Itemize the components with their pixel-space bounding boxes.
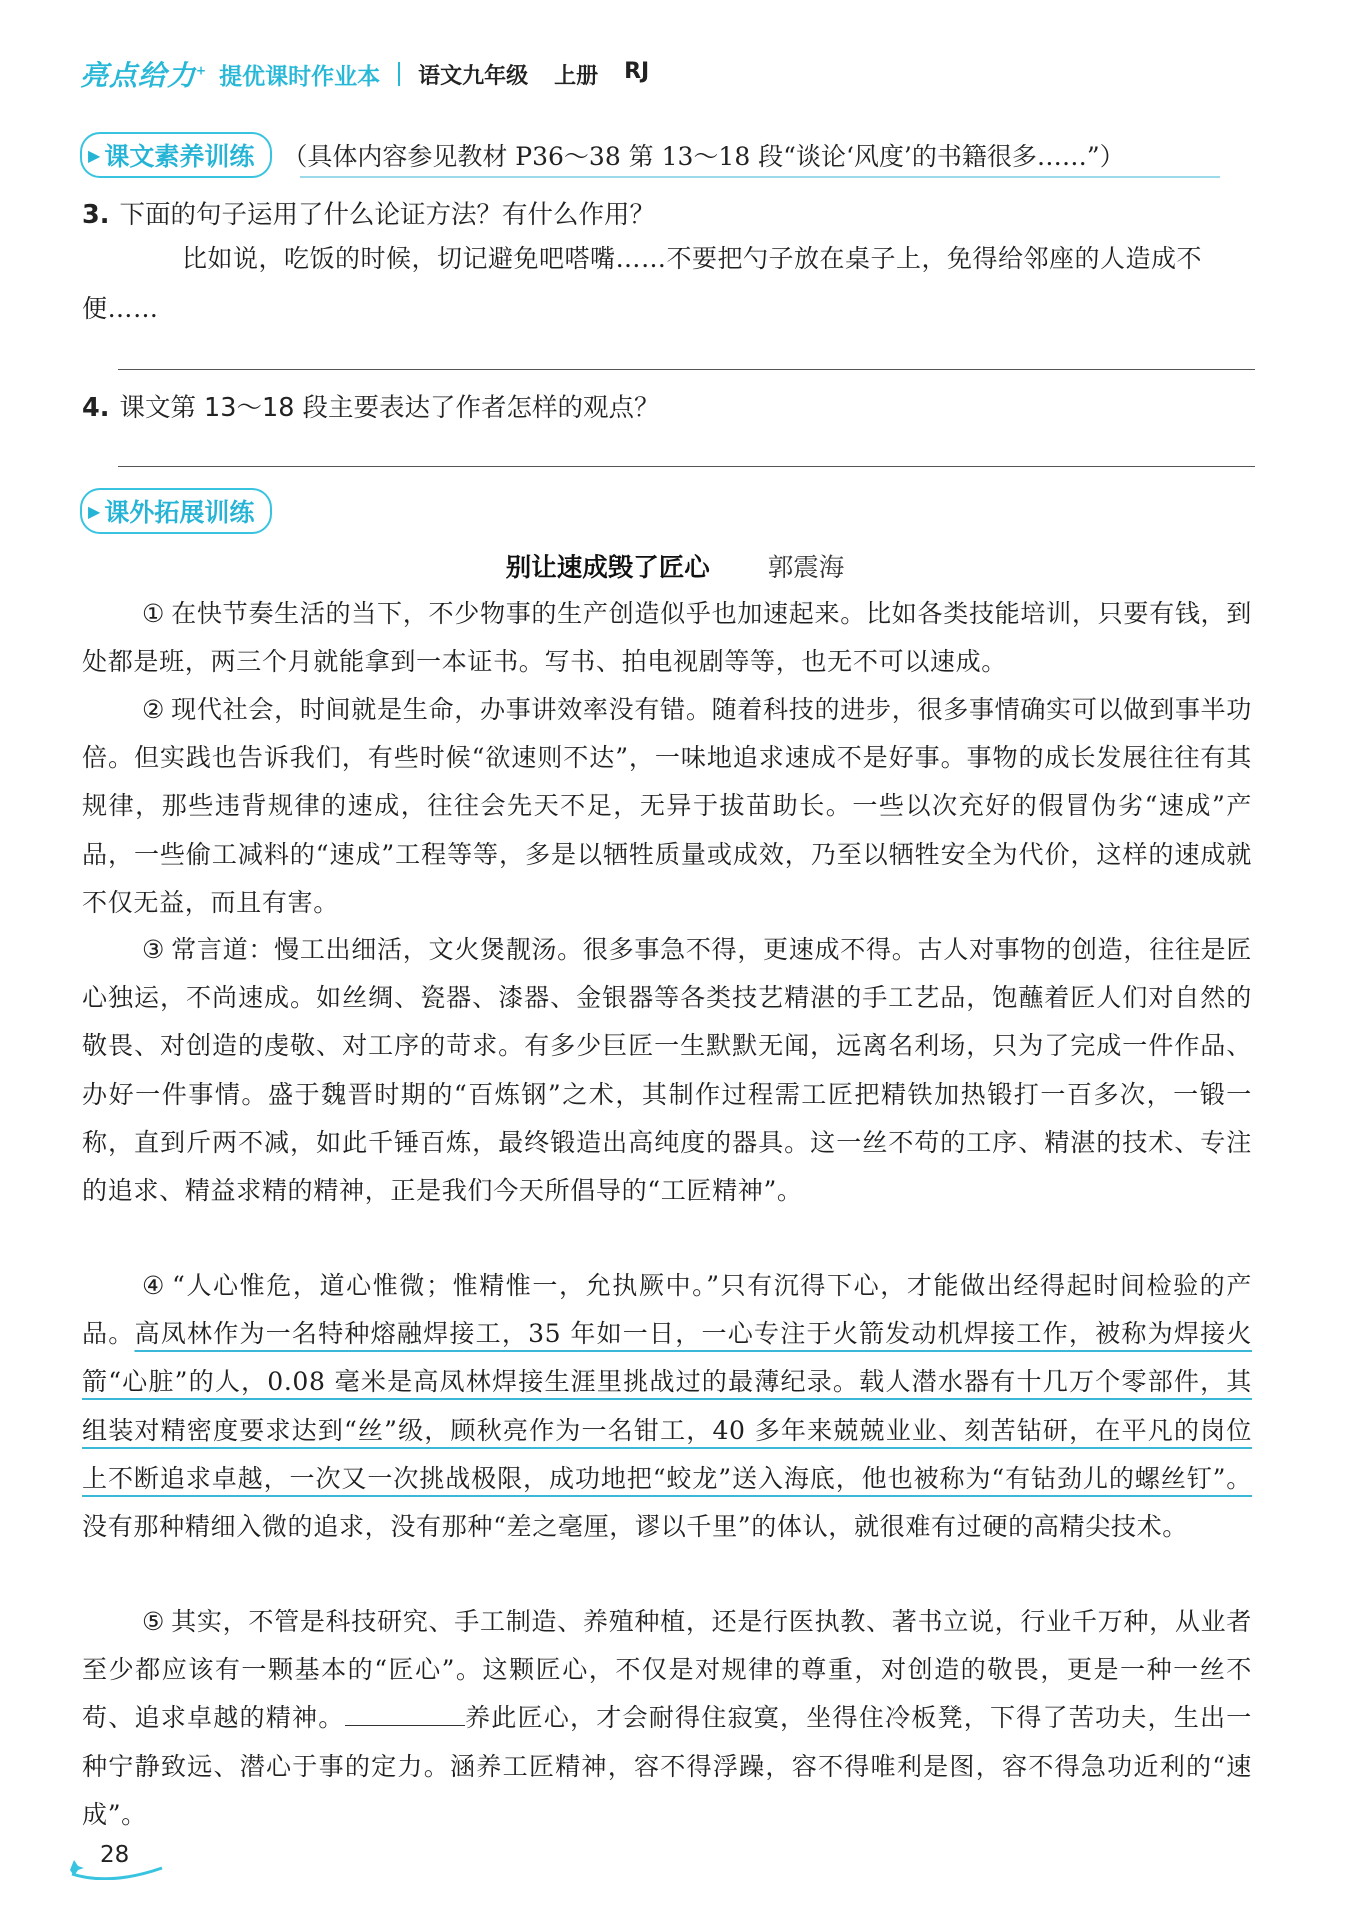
book-info (418, 59, 649, 90)
section-in-class (80, 132, 1125, 178)
series-title: 提优课时作业本 (219, 63, 381, 90)
grade-label: 语文九年级 (418, 63, 529, 89)
triangle-icon: ▶ (88, 145, 101, 165)
question-text: 课文第 13～18 段主要表达了作者怎样的观点？ (119, 393, 660, 423)
page-header (80, 52, 649, 96)
answer-line-q3 (118, 369, 1255, 370)
paragraph-marker: ④ (142, 1271, 167, 1300)
page-number-area (70, 1842, 129, 1868)
paragraph-marker: ① (142, 599, 166, 628)
question-number: 3. (82, 200, 110, 230)
header-divider (398, 62, 400, 86)
paragraph-1: ① 在快节奏生活的当下，不少物事的生产创造似乎也加速起来。比如各类技能培训，只要有钱，到处都是班，两三个月就能拿到一本证书。写书、拍电视剧等等，也无不可以速成。 (82, 599, 1252, 677)
paragraph-3: ③ 常言道：慢工出细活，文火煲靓汤。很多事急不得，更速成不得。古人对事物的创造，往往是匠心独运，不尚速成。如丝绸、瓷器、漆器、金银器等各类技艺精湛的手工艺品，饱蘸着匠人们对自然的敬畏、对创造的虔敬、对工序的苛求。有多少巨匠一生默默无闻，远离名利场，只为了完成一件作品、办好一件事情。盛于魏晋时期的“百炼钢”之术，其制作过程需工匠把精铁加热锻打一百多次，一锻一称，直到斤两不减，如此千锤百炼，最终锻造出高纯度的器具。这一丝不苟的工序、精湛的技术、专注的追求、精益求精的精神，正是我们今天所倡导的“工匠精神”。 (82, 935, 1252, 1206)
fill-in-blank[interactable] (345, 1724, 465, 1726)
question-4 (82, 388, 660, 424)
underlined-passage: 高凤林作为一名特种熔融焊接工，35 年如一日，一心专注于火箭发动机焊接工作，被称为焊接火箭“心脏”的人，0.08 毫米是高凤林焊接生涯里挑战过的最薄纪录。载人潜水器有十几万个零部件，其组装对精密度要求达到“丝”级，顾秋亮作为一名钳工，40 多年来兢兢业业、刻苦钻研，在平凡的岗位上不断追求卓越，一次又一次挑战极限，成功地把“蛟龙”送入海底，他也被称为“有钻劲儿的螺丝钉”。 (82, 1319, 1252, 1493)
edition-label: RJ (624, 58, 650, 84)
note-underline (300, 176, 1220, 178)
question-text: 下面的句子运用了什么论证方法？有什么作用？ (119, 200, 655, 230)
paragraph-marker: ② (142, 695, 166, 724)
article-author: 郭震海 (767, 553, 845, 583)
paragraph-5: ⑤ 其实，不管是科技研究、手工制造、养殖种植，还是行医执教、著书立说，行业千万种，从业者至少都应该有一颗基本的“匠心”。这颗匠心，不仅是对规律的尊重，对创造的敬畏，更是一种一丝不苟、追求卓越的精神。 养此匠心，才会耐得住寂寞，坐得住冷板凳，下得了苦功夫，生出一种宁静致远、潜心于事的定力。涵养工匠精神，容不得浮躁，容不得唯利是图，容不得急功近利的“速成”。 (82, 1607, 1252, 1829)
article-title-line (0, 548, 1350, 584)
question-number: 4. (82, 393, 110, 423)
page-number: 28 (100, 1842, 130, 1868)
paragraph-marker: ⑤ (142, 1607, 166, 1636)
section-label-pill: ▶ 课外拓展训练 (80, 488, 272, 534)
volume-label: 上册 (554, 63, 599, 89)
brand-logo: 亮点给力+ (80, 59, 208, 92)
question-3-quote: 比如说，吃饭的时候，切记避免吧嗒嘴……不要把勺子放在桌子上，免得给邻座的人造成不便…… (82, 244, 1203, 323)
paragraph-2: ② 现代社会，时间就是生命，办事讲效率没有错。随着科技的进步，很多事情确实可以做到事半功倍。但实践也告诉我们，有些时候“欲速则不达”，一味地追求速成不是好事。事物的成长发展往往有其规律，那些违背规律的速成，往往会先天不足，无异于拔苗助长。一些以次充好的假冒伪劣“速成”产品，一些偷工减料的“速成”工程等等，多是以牺牲质量或成效，乃至以牺牲安全为代价，这样的速成就不仅无益，而且有害。 (82, 695, 1252, 917)
paragraph-marker: ③ (142, 935, 166, 964)
section-extended (80, 488, 272, 534)
paragraph-4: ④ “人心惟危，道心惟微；惟精惟一，允执厥中。”只有沉得下心，才能做出经得起时间检验的产品。高凤林作为一名特种熔融焊接工，35 年如一日，一心专注于火箭发动机焊接工作，被称为焊接火箭“心脏”的人，0.08 毫米是高凤林焊接生涯里挑战过的最薄纪录。载人潜水器有十几万个零部件，其组装对精密度要求达到“丝”级，顾秋亮作为一名钳工，40 多年来兢兢业业、刻苦钻研，在平凡的岗位上不断追求卓越，一次又一次挑战极限，成功地把“蛟龙”送入海底，他也被称为“有钻劲儿的螺丝钉”。没有那种精细入微的追求，没有那种“差之毫厘，谬以千里”的体认，就很难有过硬的高精尖技术。 (82, 1271, 1252, 1542)
answer-line-q4 (118, 466, 1255, 467)
question-3 (82, 195, 655, 231)
page-swoosh-icon (70, 1850, 180, 1880)
section-reference-note: （具体内容参见教材 P36～38 第 13～18 段“谈论‘风度’的书籍很多……”） (282, 142, 1125, 171)
section-label-pill: ▶ 课文素养训练 (80, 132, 272, 178)
triangle-icon: ▶ (88, 501, 101, 521)
article-title: 别让速成毁了匠心 (505, 553, 710, 583)
